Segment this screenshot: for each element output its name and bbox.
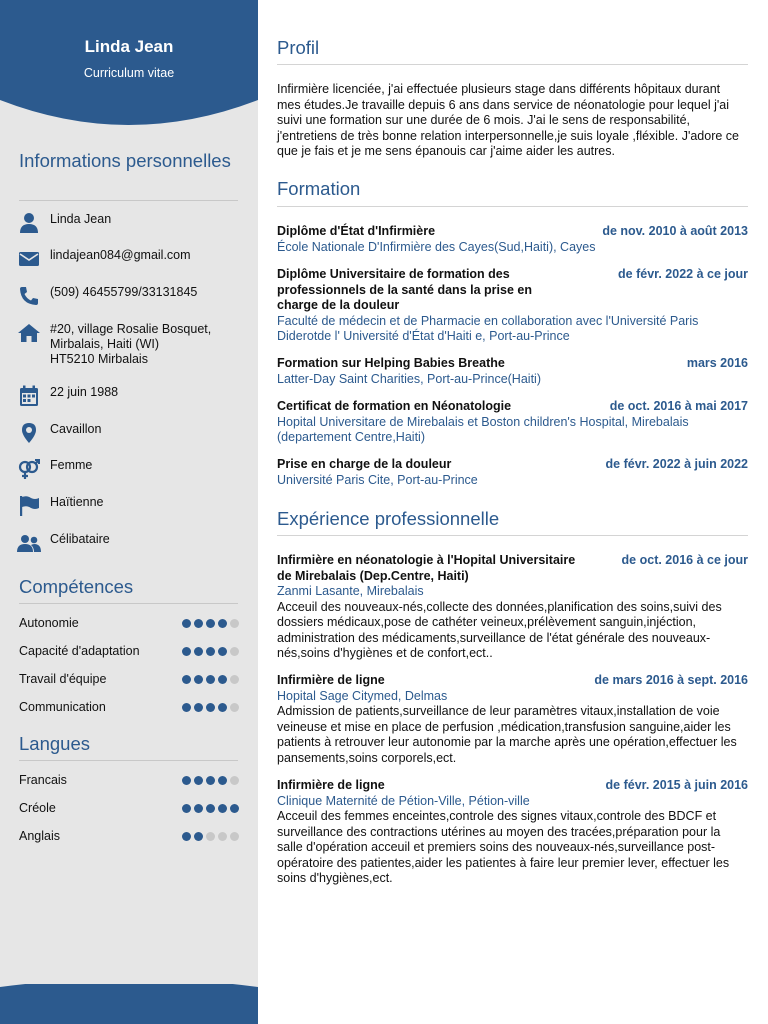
education-entry bbox=[277, 267, 748, 345]
home-icon bbox=[17, 322, 41, 344]
entry-institution: École Nationale D'Infirmière des Cayes(Sud,Haiti), Cayes bbox=[277, 239, 596, 254]
entry-institution: Université Paris Cite, Port-au-Prince bbox=[277, 472, 478, 487]
level-dot bbox=[182, 776, 191, 785]
entry-description: Acceuil des nouveaux-nés,collecte des données,planification des soins,suivi des dossiers médicaux,pose de cathéter veineux,prélèvement sanguin,injéction, administration des médicaments,surveillance de l'état générale des nouveaux-nés,soins d'hygiènes et de confort,ect.. bbox=[277, 599, 722, 660]
entry-date: de févr. 2015 à juin 2016 bbox=[605, 778, 748, 792]
level-dot bbox=[230, 776, 239, 785]
entry-title: Diplôme Universitaire de formation des professionnels de la santé dans la prise en charge de la douleur bbox=[277, 267, 532, 312]
entry-date: de oct. 2016 à mai 2017 bbox=[609, 399, 748, 413]
entry-institution: Hopital Universitare de Mirebalais et Boston children's Hospital, Mirebalais (departement Centre,Haiti) bbox=[277, 414, 689, 444]
personal-info-rule bbox=[19, 200, 238, 201]
calendar-icon bbox=[17, 385, 41, 407]
info-text: Femme bbox=[50, 458, 93, 472]
language-row bbox=[19, 829, 239, 845]
level-dot bbox=[218, 647, 227, 656]
skill-row bbox=[19, 672, 239, 688]
entry-title: Infirmière de ligne bbox=[277, 778, 385, 792]
skill-row bbox=[19, 644, 239, 660]
flag-icon bbox=[17, 495, 41, 517]
skill-row bbox=[19, 700, 239, 716]
level-dot bbox=[182, 804, 191, 813]
entry-institution: Faculté de médecin et de Pharmacie en collaboration avec l'Université Paris Diderotde l' Université d'État d'Haiti e, Port-au-Prince bbox=[277, 313, 699, 343]
language-label: Anglais bbox=[19, 829, 60, 843]
skill-row bbox=[19, 616, 239, 632]
entry-date: mars 2016 bbox=[686, 356, 748, 370]
person-icon bbox=[17, 212, 41, 234]
level-dot bbox=[206, 832, 215, 841]
entry-description: Acceuil des femmes enceintes,controle des signes vitaux,controle des BDCF et surveillance des contractions utérines au moyen des tracées,préparation pour la salle d'opération acceuil et premiers soins des nouveaux-nés,surveillance post-opératoire des patientes,aider les patientes à faire leur premier lever, effectuer les soins d'hygiènes,ect. bbox=[277, 809, 730, 885]
level-dot bbox=[206, 675, 215, 684]
education-entry bbox=[277, 457, 748, 488]
people-icon bbox=[17, 532, 41, 554]
entry-institution: Latter-Day Saint Charities, Port-au-Prince(Haiti) bbox=[277, 371, 541, 386]
level-dot bbox=[206, 703, 215, 712]
level-dot bbox=[182, 703, 191, 712]
entry-description: Admission de patients,surveillance de leur paramètres vitaux,installation de voie veineuse et mise en place de perfusion ,médication,transfusion sanguine,aider les patients à retrouver leur autonomie par la marche après une opération,effectuer les pansements,soins corporels,ect. bbox=[277, 704, 737, 765]
entry-date: de févr. 2022 à juin 2022 bbox=[605, 457, 748, 471]
info-text: Cavaillon bbox=[50, 422, 102, 436]
level-dot bbox=[206, 804, 215, 813]
document-subtitle: Curriculum vitae bbox=[83, 66, 175, 80]
language-level-dots bbox=[182, 804, 239, 813]
info-text[interactable]: lindajean084@gmail.com bbox=[50, 248, 191, 262]
profile-text: Infirmière licenciée, j'ai effectuée plusieurs stage dans différents hôpitaux durant mes études.Je travaille depuis 6 ans dans service de néonatologie pour lequel j'ai suivi une formation sur une durée de 6 mois. J'ai le sens de responsabilité, j'entretiens de très bonne relation interpersonnelle,je suis loyale ,fléxible. J'adore ce que je fais et je me sens épanouis car j'aime aider les autres. bbox=[277, 82, 739, 158]
sidebar-footer bbox=[0, 984, 258, 1024]
level-dot bbox=[230, 804, 239, 813]
languages-title: Langues bbox=[19, 733, 90, 754]
level-dot bbox=[194, 703, 203, 712]
level-dot bbox=[182, 647, 191, 656]
level-dot bbox=[218, 776, 227, 785]
profile-title: Profil bbox=[277, 37, 320, 58]
skill-level-dots bbox=[182, 619, 239, 628]
language-label: Francais bbox=[19, 773, 67, 787]
language-row bbox=[19, 773, 239, 789]
entry-date: de mars 2016 à sept. 2016 bbox=[594, 673, 748, 687]
sidebar-header bbox=[0, 0, 258, 135]
language-label: Créole bbox=[19, 801, 56, 815]
info-text: #20, village Rosalie Bosquet, Mirbalais, Haiti (WI) HT5210 Mirbalais bbox=[50, 322, 212, 366]
entry-title: Infirmière de ligne bbox=[277, 673, 385, 687]
sidebar bbox=[0, 0, 258, 1024]
level-dot bbox=[194, 647, 203, 656]
level-dot bbox=[230, 619, 239, 628]
entry-title: Infirmière en néonatologie à l'Hopital Universitaire de Mirebalais (Dep.Centre, Haiti) bbox=[277, 553, 576, 583]
skill-label: Autonomie bbox=[19, 616, 79, 630]
experience-entry bbox=[277, 673, 748, 766]
entry-title: Certificat de formation en Néonatologie bbox=[277, 399, 512, 413]
level-dot bbox=[218, 675, 227, 684]
entry-employer: Clinique Maternité de Pétion-Ville, Pétion-ville bbox=[277, 793, 530, 808]
skill-label: Communication bbox=[19, 700, 106, 714]
entry-title: Formation sur Helping Babies Breathe bbox=[277, 356, 505, 370]
entry-date: de févr. 2022 à ce jour bbox=[618, 267, 748, 281]
education-rule bbox=[277, 206, 748, 207]
entry-title: Diplôme d'État d'Infirmière bbox=[277, 224, 436, 238]
experience-entry bbox=[277, 553, 748, 662]
entry-title: Prise en charge de la douleur bbox=[277, 457, 452, 471]
languages-rule bbox=[19, 760, 238, 761]
skill-level-dots bbox=[182, 703, 239, 712]
skill-level-dots bbox=[182, 675, 239, 684]
education-title: Formation bbox=[277, 178, 361, 199]
language-level-dots bbox=[182, 776, 239, 785]
level-dot bbox=[206, 776, 215, 785]
info-text: (509) 46455799/33131845 bbox=[50, 285, 198, 299]
education-entry bbox=[277, 399, 748, 446]
level-dot bbox=[194, 619, 203, 628]
level-dot bbox=[230, 647, 239, 656]
entry-employer: Hopital Sage Citymed, Delmas bbox=[277, 688, 448, 703]
experience-title: Expérience professionnelle bbox=[277, 508, 500, 529]
level-dot bbox=[182, 619, 191, 628]
language-level-dots bbox=[182, 832, 239, 841]
skill-level-dots bbox=[182, 647, 239, 656]
level-dot bbox=[194, 804, 203, 813]
phone-icon bbox=[17, 285, 41, 307]
location-pin-icon bbox=[17, 422, 41, 444]
language-row bbox=[19, 801, 239, 817]
level-dot bbox=[230, 675, 239, 684]
level-dot bbox=[230, 832, 239, 841]
gender-icon bbox=[17, 458, 41, 480]
level-dot bbox=[218, 619, 227, 628]
level-dot bbox=[206, 647, 215, 656]
level-dot bbox=[194, 675, 203, 684]
level-dot bbox=[218, 703, 227, 712]
candidate-name: Linda Jean bbox=[84, 37, 174, 56]
level-dot bbox=[194, 832, 203, 841]
level-dot bbox=[218, 832, 227, 841]
level-dot bbox=[230, 703, 239, 712]
info-text: Haïtienne bbox=[50, 495, 104, 509]
skill-label: Capacité d'adaptation bbox=[19, 644, 140, 658]
education-entry bbox=[277, 224, 748, 255]
personal-info-title: Informations personnelles bbox=[19, 150, 231, 171]
level-dot bbox=[194, 776, 203, 785]
footer-arc-shape bbox=[0, 984, 258, 1024]
level-dot bbox=[182, 832, 191, 841]
level-dot bbox=[218, 804, 227, 813]
envelope-icon bbox=[17, 248, 41, 270]
entry-date: de nov. 2010 à août 2013 bbox=[602, 224, 748, 238]
skills-title: Compétences bbox=[19, 576, 134, 597]
education-entry bbox=[277, 356, 748, 387]
entry-date: de oct. 2016 à ce jour bbox=[621, 553, 748, 567]
profile-rule bbox=[277, 64, 748, 65]
entry-employer: Zanmi Lasante, Mirebalais bbox=[277, 584, 424, 598]
level-dot bbox=[206, 619, 215, 628]
info-text: 22 juin 1988 bbox=[50, 385, 119, 399]
experience-rule bbox=[277, 535, 748, 536]
skill-label: Travail d'équipe bbox=[19, 672, 107, 686]
info-text: Célibataire bbox=[50, 532, 110, 546]
skills-rule bbox=[19, 603, 238, 604]
info-text: Linda Jean bbox=[50, 212, 112, 226]
level-dot bbox=[182, 675, 191, 684]
experience-entry bbox=[277, 778, 748, 887]
